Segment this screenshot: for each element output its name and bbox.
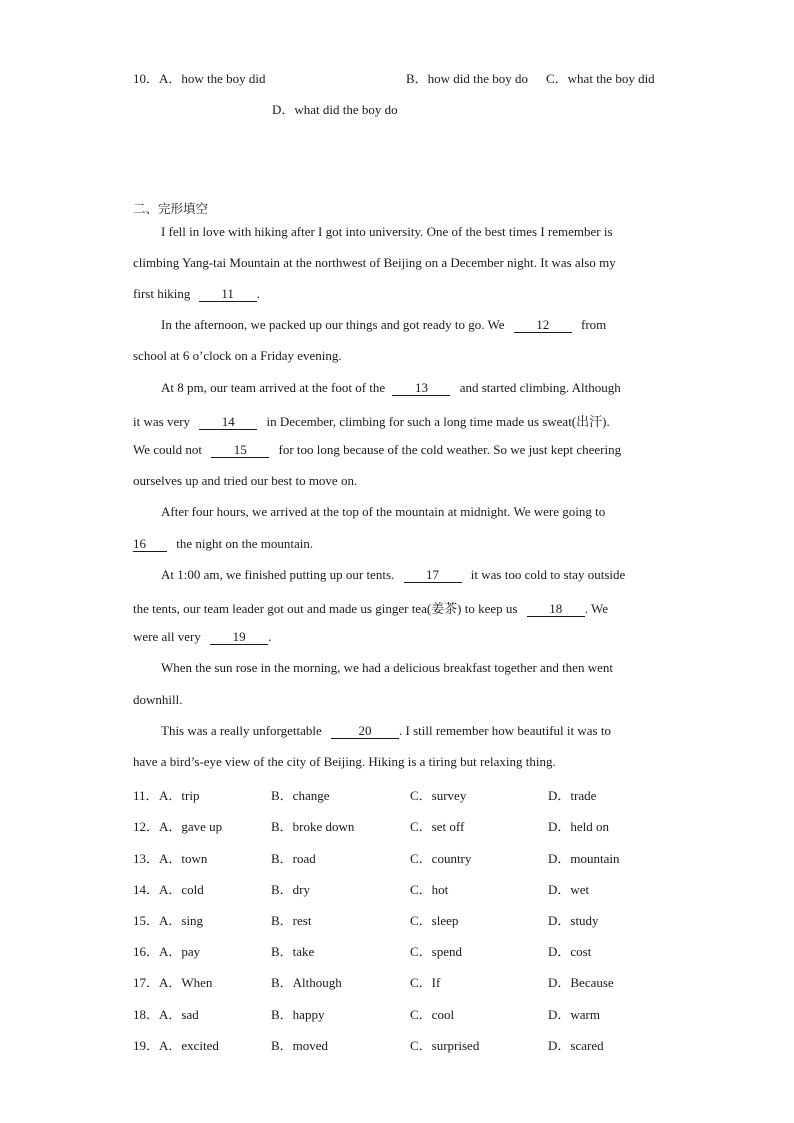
passage-line xyxy=(133,629,271,645)
passage-text: At 1:00 am, we finished putting up our tents. xyxy=(161,567,395,582)
question-number: 19． xyxy=(133,1038,160,1053)
passage-text: In the afternoon, we packed up our things and got ready to go. We xyxy=(161,317,505,332)
question-number: 12． xyxy=(133,819,160,834)
option-b[interactable]: B．road xyxy=(271,851,316,866)
option-d[interactable]: D．study xyxy=(548,913,599,928)
passage-line: school at 6 o’clock on a Friday evening. xyxy=(133,348,342,363)
option-c[interactable]: C．If xyxy=(410,975,441,990)
question-number: 17． xyxy=(133,975,160,990)
option-c[interactable]: C．hot xyxy=(410,882,449,897)
option-a[interactable]: A．excited xyxy=(159,1038,219,1053)
option-d[interactable]: D．scared xyxy=(548,1038,604,1053)
option-b[interactable]: B．happy xyxy=(271,1007,325,1022)
option-d[interactable]: D．wet xyxy=(548,882,590,897)
option-d[interactable]: D．Because xyxy=(548,975,614,990)
q10-option-d: D．what did the boy do xyxy=(272,102,398,117)
passage-text: were all very xyxy=(133,629,201,644)
passage-text: in December, climbing for such a long time made us sweat(出汗). xyxy=(266,414,610,429)
blank-15[interactable]: 15 xyxy=(211,443,269,458)
option-a[interactable]: A．sad xyxy=(159,1007,199,1022)
blank-19[interactable]: 19 xyxy=(210,630,268,645)
blank-17[interactable]: 17 xyxy=(404,568,462,583)
option-d[interactable]: D．warm xyxy=(548,1007,600,1022)
passage-line xyxy=(161,567,625,583)
passage-text: and started climbing. Although xyxy=(459,380,621,395)
option-c[interactable]: C．surprised xyxy=(410,1038,480,1053)
option-b[interactable]: B．dry xyxy=(271,882,311,897)
passage-text: This was a really unforgettable xyxy=(161,723,322,738)
passage-line xyxy=(161,317,606,333)
blank-12[interactable]: 12 xyxy=(514,318,572,333)
passage-text: . xyxy=(268,629,272,644)
question-number: 16． xyxy=(133,944,160,959)
passage-line xyxy=(161,723,611,739)
option-c[interactable]: C．cool xyxy=(410,1007,455,1022)
passage-text: it was too cold to stay outside xyxy=(470,567,626,582)
question-number: 11． xyxy=(133,788,159,803)
passage-line: climbing Yang-tai Mountain at the northwest of Beijing on a December night. It was also my xyxy=(133,255,616,270)
option-c[interactable]: C．country xyxy=(410,851,472,866)
passage-line: ourselves up and tried our best to move on. xyxy=(133,473,358,488)
passage-text: . I still remember how beautiful it was to xyxy=(399,723,611,738)
passage-text: the night on the mountain. xyxy=(176,536,314,551)
option-b[interactable]: B．change xyxy=(271,788,330,803)
passage-text: We could not xyxy=(133,442,202,457)
option-b[interactable]: B．moved xyxy=(271,1038,329,1053)
question-number: 14． xyxy=(133,882,160,897)
passage-text: At 8 pm, our team arrived at the foot of the xyxy=(161,380,386,395)
option-a[interactable]: A．pay xyxy=(159,944,201,959)
option-b[interactable]: B．Although xyxy=(271,975,342,990)
option-a[interactable]: A．trip xyxy=(159,788,200,803)
option-d[interactable]: D．mountain xyxy=(548,851,620,866)
passage-line: I fell in love with hiking after I got into university. One of the best times I remember is xyxy=(161,224,613,239)
option-c[interactable]: C．spend xyxy=(410,944,463,959)
passage-line: After four hours, we arrived at the top of the mountain at midnight. We were going to xyxy=(161,504,606,519)
q10-option-a: 10．A．how the boy did xyxy=(133,71,266,86)
section-title: 二、完形填空 xyxy=(133,201,209,216)
option-d[interactable]: D．held on xyxy=(548,819,610,834)
blank-14[interactable]: 14 xyxy=(199,415,257,430)
passage-line xyxy=(133,411,610,430)
option-a[interactable]: A．cold xyxy=(159,882,204,897)
passage-text: the tents, our team leader got out and made us ginger tea(姜茶) to keep us xyxy=(133,601,518,616)
option-b[interactable]: B．take xyxy=(271,944,315,959)
passage-line xyxy=(133,598,608,617)
passage-text: . xyxy=(256,286,260,301)
question-number: 15． xyxy=(133,913,160,928)
passage-line xyxy=(161,380,621,396)
passage-text: it was very xyxy=(133,414,191,429)
q10-option-b: B．how did the boy do xyxy=(406,71,529,86)
blank-20[interactable]: 20 xyxy=(331,724,399,739)
blank-11[interactable]: 11 xyxy=(199,287,257,302)
option-a[interactable]: A．gave up xyxy=(159,819,223,834)
blank-18[interactable]: 18 xyxy=(527,602,585,617)
passage-line xyxy=(133,536,313,552)
blank-13[interactable]: 13 xyxy=(392,381,450,396)
option-c[interactable]: C．sleep xyxy=(410,913,459,928)
passage-line xyxy=(133,286,260,302)
option-b[interactable]: B．broke down xyxy=(271,819,355,834)
passage-text: from xyxy=(580,317,607,332)
passage-line: When the sun rose in the morning, we had a delicious breakfast together and then went xyxy=(161,660,613,675)
option-d[interactable]: D．trade xyxy=(548,788,597,803)
option-a[interactable]: A．When xyxy=(159,975,213,990)
passage-line: downhill. xyxy=(133,692,183,707)
passage-line xyxy=(133,442,621,458)
option-c[interactable]: C．set off xyxy=(410,819,465,834)
q10-option-c: C．what the boy did xyxy=(546,71,655,86)
option-c[interactable]: C．survey xyxy=(410,788,467,803)
passage-text: first hiking xyxy=(133,286,191,301)
passage-line: have a bird’s-eye view of the city of Beijing. Hiking is a tiring but relaxing thing. xyxy=(133,754,556,769)
option-a[interactable]: A．town xyxy=(159,851,208,866)
question-number: 13． xyxy=(133,851,160,866)
option-b[interactable]: B．rest xyxy=(271,913,312,928)
passage-text: for too long because of the cold weather. So we just kept cheering xyxy=(278,442,622,457)
passage-text: . We xyxy=(584,601,608,616)
option-d[interactable]: D．cost xyxy=(548,944,592,959)
question-number: 18． xyxy=(133,1007,160,1022)
blank-16[interactable]: 16 xyxy=(133,537,167,552)
option-a[interactable]: A．sing xyxy=(159,913,204,928)
